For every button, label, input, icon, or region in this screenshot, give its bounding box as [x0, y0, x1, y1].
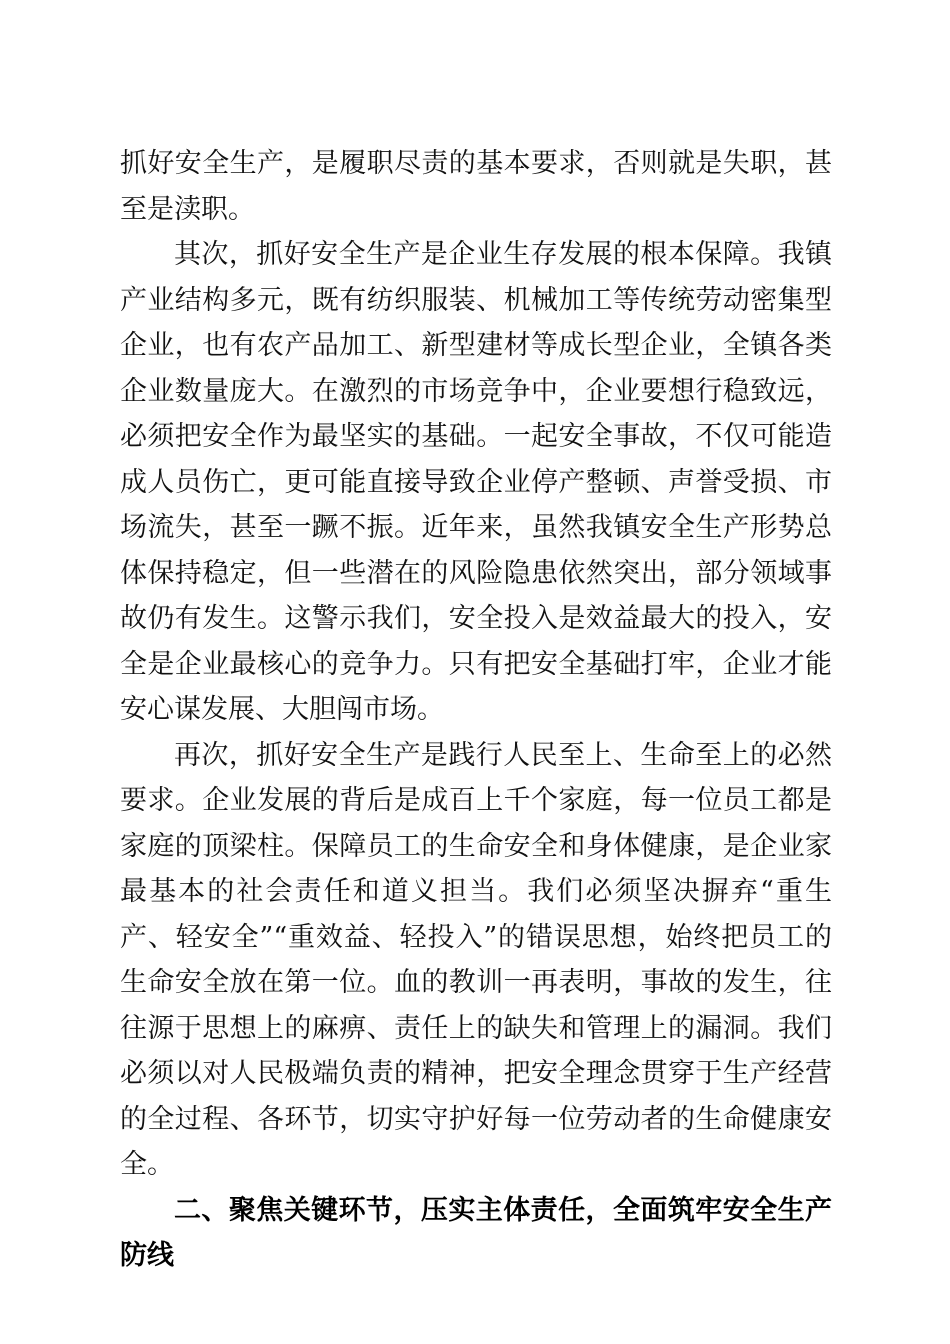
document-body — [120, 141, 832, 1279]
section-heading: 二、聚焦关键环节，压实主体责任，全面筑牢安全生产防线 — [120, 1194, 832, 1271]
paragraph-third-point: 再次，抓好安全生产是践行人民至上、生命至上的必然要求。企业发展的背后是成百上千个家庭，每一位员工都是家庭的顶梁柱。保障员工的生命安全和身体健康，是企业家最基本的社会责任和道义担当。我们必须坚决摒弃“重生产、轻安全”“重效益、轻投入”的错误思想，始终把员工的生命安全放在第一位。血的教训一再表明，事故的发生，往往源于思想上的麻痹、责任上的缺失和管理上的漏洞。我们必须以对人民极端负责的精神，把安全理念贯穿于生产经营的全过程、各环节，切实守护好每一位劳动者的生命健康安全。 — [120, 739, 832, 1180]
paragraph-continued: 抓好安全生产，是履职尽责的基本要求，否则就是失职，甚至是渎职。 — [120, 148, 832, 225]
paragraph-second-point: 其次，抓好安全生产是企业生存发展的根本保障。我镇产业结构多元，既有纺织服装、机械加工等传统劳动密集型企业，也有农产品加工、新型建材等成长型企业，全镇各类企业数量庞大。在激烈的市场竞争中，企业要想行稳致远，必须把安全作为最坚实的基础。一起安全事故，不仅可能造成人员伤亡，更可能直接导致企业停产整顿、声誉受损、市场流失，甚至一蹶不振。近年来，虽然我镇安全生产形势总体保持稳定，但一些潜在的风险隐患依然突出，部分领域事故仍有发生。这警示我们，安全投入是效益最大的投入，安全是企业最核心的竞争力。只有把安全基础打牢，企业才能安心谋发展、大胆闯市场。 — [120, 239, 832, 725]
